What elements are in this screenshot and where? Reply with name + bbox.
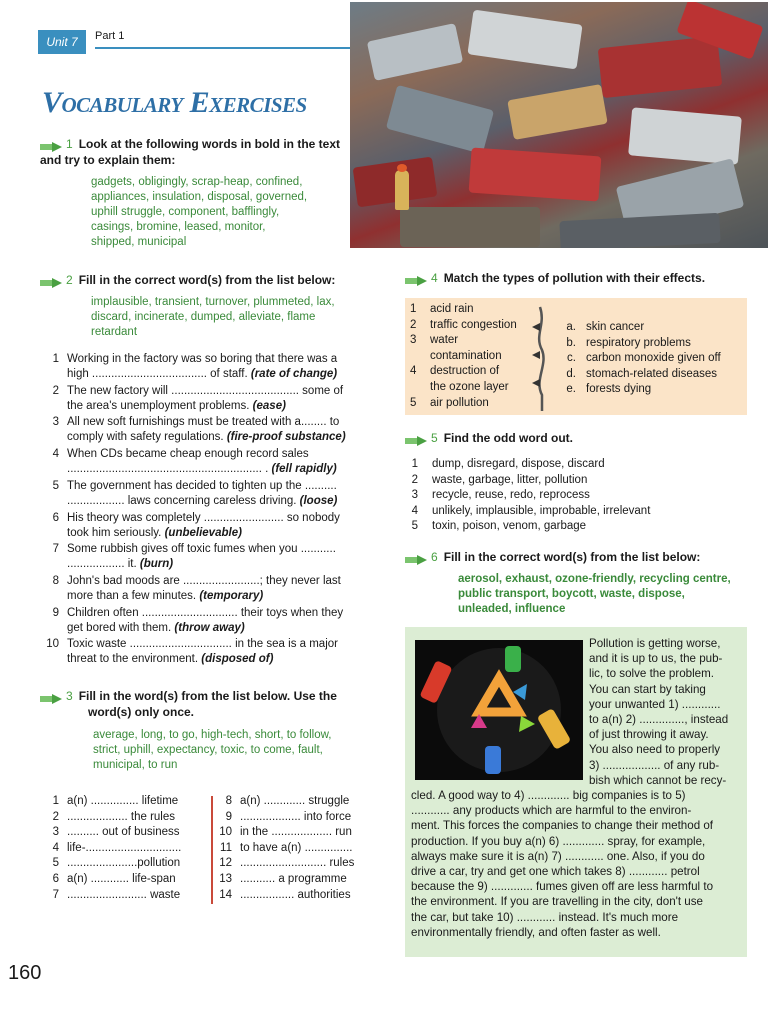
ex3-item bbox=[45, 794, 215, 809]
item-text-line: When CDs became cheap enough record sales bbox=[67, 448, 309, 461]
item-hint: (temporary) bbox=[199, 589, 264, 602]
item-text-line: Toxic waste ................................ in the sea is a major bbox=[67, 638, 338, 651]
item-text-line bbox=[67, 462, 390, 477]
item-text: acid rain bbox=[430, 303, 474, 315]
item-number: 8 bbox=[52, 574, 59, 587]
ex2-item bbox=[45, 352, 390, 382]
pencil-icon bbox=[405, 434, 427, 444]
ex6-paragraph-bottom bbox=[411, 788, 746, 940]
item-number: 3 bbox=[52, 826, 59, 839]
item-text: traffic congestion bbox=[430, 318, 517, 331]
worker-figure bbox=[395, 170, 409, 210]
item-text: a(n) ............... lifetime bbox=[67, 795, 179, 807]
ex5-item bbox=[408, 504, 748, 519]
ex3-left-column bbox=[45, 794, 215, 909]
item-hint: (burn) bbox=[139, 558, 174, 571]
ex2-instruction: 2 Fill in the correct word(s) from the list below: bbox=[40, 272, 380, 288]
item-number: 6 bbox=[52, 873, 59, 885]
item-text: respiratory problems bbox=[586, 336, 691, 349]
item-number: 12 bbox=[219, 857, 232, 870]
pencil-icon bbox=[40, 692, 62, 702]
item-text-line: Children often .............................. their toys when they bbox=[67, 606, 344, 619]
item-number: 4 bbox=[52, 841, 59, 854]
item-text: contamination bbox=[430, 349, 502, 362]
ex2-word-list: implausible, transient, turnover, plummeted, lax, discard, incinerate, dumped, alleviate, flame retardant bbox=[91, 296, 335, 338]
ex6-instruction: 6 Fill in the correct word(s) from the list below: bbox=[405, 549, 750, 565]
item-number: 10 bbox=[46, 638, 59, 651]
item-text: destruction of bbox=[430, 365, 500, 378]
item-number: 8 bbox=[225, 795, 232, 807]
ex4-right-item bbox=[566, 320, 746, 335]
item-number: 4 bbox=[52, 448, 59, 461]
matching-arrows bbox=[528, 305, 550, 413]
paragraph-line: ............ any products which are harmful to the environ- bbox=[411, 804, 692, 818]
item-number: 2 bbox=[410, 318, 417, 331]
ex6-word-list: aerosol, exhaust, ozone-friendly, recycling centre, public transport, boycott, waste, dispose, unleaded, influence bbox=[458, 573, 731, 615]
ex2-item bbox=[45, 511, 390, 541]
paragraph-line: and it is up to us, the pub- bbox=[589, 652, 723, 666]
ex3-item bbox=[218, 872, 388, 887]
item-text: more than a few minutes. bbox=[67, 589, 197, 602]
item-text: in the ................... run bbox=[240, 826, 352, 839]
item-text: took him seriously. bbox=[67, 526, 162, 539]
ex4-instruction: 4 Match the types of pollution with their effects. bbox=[405, 270, 750, 286]
ex4-left-item bbox=[410, 318, 540, 333]
item-text-line: Some rubbish gives off toxic fumes when you ........... bbox=[67, 543, 336, 556]
paragraph-line: cled. A good way to 4) ............. big companies is to 5) bbox=[411, 789, 686, 802]
item-text-line: Working in the factory was so boring that there was a bbox=[67, 353, 338, 365]
paragraph-line: ment. This forces the companies to change their method of bbox=[411, 819, 714, 833]
ex3-right-column bbox=[218, 794, 388, 909]
item-number: 4 bbox=[410, 365, 417, 378]
ex3-item bbox=[218, 794, 388, 809]
ex3-word-list: average, long, to go, high-tech, short, to follow, strict, uphill, expectancy, toxic, to come, fault, municipal, to run bbox=[93, 729, 332, 771]
item-number: 9 bbox=[225, 810, 232, 823]
item-text: water bbox=[430, 334, 459, 347]
page-title: Vocabulary Exercises bbox=[42, 86, 307, 119]
item-hint: (ease) bbox=[252, 399, 286, 412]
item-text: .................. laws concerning careless driving. bbox=[67, 494, 297, 507]
item-number: 1 bbox=[52, 795, 59, 807]
item-number: 9 bbox=[52, 606, 59, 619]
ex2-item bbox=[45, 637, 390, 667]
unit-tab: Unit 7 bbox=[38, 30, 86, 54]
ex3-item bbox=[218, 810, 388, 825]
item-text: to have a(n) ............... bbox=[240, 841, 353, 854]
page-number: 160 bbox=[8, 962, 42, 984]
ex4-left-column bbox=[410, 302, 540, 412]
ex2-item bbox=[45, 606, 390, 636]
recycle-icon bbox=[415, 640, 583, 780]
item-text: ............................................................. . bbox=[67, 463, 269, 476]
ex4-right-item bbox=[566, 351, 746, 366]
item-text: threat to the environment. bbox=[67, 653, 199, 666]
item-number: 7 bbox=[52, 543, 59, 556]
item-text-line: All new soft furnishings must be treated with a........ to bbox=[67, 416, 340, 429]
item-text: forests dying bbox=[586, 383, 652, 396]
item-number: 3 bbox=[411, 489, 418, 501]
paragraph-line: bish which cannot be recy- bbox=[589, 773, 727, 787]
ex4-right-item bbox=[566, 336, 746, 351]
item-text: the area's unemployment problems. bbox=[67, 399, 250, 412]
item-hint: (rate of change) bbox=[250, 368, 338, 380]
item-text: air pollution bbox=[430, 396, 489, 409]
item-text: ................. authorities bbox=[240, 888, 351, 901]
item-letter: d. bbox=[566, 367, 576, 380]
ex2-item bbox=[45, 542, 390, 572]
item-hint: (fell rapidly) bbox=[271, 463, 337, 476]
item-text-line: The new factory will ........................................ some of bbox=[67, 384, 344, 397]
ex4-left-item bbox=[410, 333, 540, 348]
item-text-line: John's bad moods are ........................; they never last bbox=[67, 574, 341, 587]
ex4-right-item bbox=[566, 367, 746, 382]
ex5-item bbox=[408, 457, 748, 472]
item-text: ................... into force bbox=[240, 810, 352, 823]
item-hint: (loose) bbox=[299, 494, 338, 507]
item-text: recycle, reuse, redo, reprocess bbox=[432, 489, 590, 501]
ex3-item bbox=[45, 888, 215, 903]
ex4-left-item bbox=[410, 380, 540, 395]
ex4-left-item bbox=[410, 302, 540, 317]
header-rule bbox=[95, 47, 350, 49]
item-letter: e. bbox=[566, 383, 576, 396]
item-text: carbon monoxide given off bbox=[586, 352, 721, 365]
paragraph-line: Pollution is getting worse, bbox=[589, 637, 721, 650]
ex5-instruction: 5 Find the odd word out. bbox=[405, 430, 750, 446]
pencil-icon bbox=[40, 140, 62, 150]
item-text: a(n) ............. struggle bbox=[240, 795, 350, 807]
item-number: 10 bbox=[219, 826, 232, 839]
ex2-item bbox=[45, 447, 390, 477]
ex4-right-column bbox=[566, 320, 746, 400]
item-text: skin cancer bbox=[586, 321, 645, 333]
item-text: a(n) ............ life-span bbox=[67, 873, 176, 885]
paragraph-line: drive a car, try and get one which takes 8) ............ petrol bbox=[411, 865, 700, 879]
item-number: 1 bbox=[52, 353, 59, 365]
ex5-item bbox=[408, 519, 748, 534]
column-divider bbox=[211, 796, 213, 904]
ex5-item bbox=[408, 488, 748, 503]
pencil-icon bbox=[405, 553, 427, 563]
paragraph-line: lic, to solve the problem. bbox=[589, 667, 715, 681]
ex1-instruction: 1 Look at the following words in bold in the text and try to explain them: bbox=[40, 137, 341, 167]
part-label: Part 1 bbox=[95, 30, 125, 42]
item-number: 5 bbox=[410, 396, 417, 409]
ex4-left-item bbox=[410, 349, 540, 364]
pencil-icon bbox=[40, 276, 62, 286]
item-letter: a. bbox=[566, 321, 576, 333]
ex1-word-list: gadgets, obligingly, scrap-heap, confined, appliances, insulation, disposal, governed, uphill struggle, component, bafflingly, casings, bromine, leased, monitor, shipped, municipal bbox=[91, 176, 308, 248]
paragraph-line: environmentally friendly, and often faster as well. bbox=[411, 925, 661, 939]
recycling-symbol-image bbox=[415, 640, 583, 780]
item-number: 5 bbox=[52, 479, 59, 492]
ex3-item bbox=[218, 841, 388, 856]
item-number: 1 bbox=[411, 458, 418, 470]
item-text-line bbox=[67, 367, 390, 382]
item-text: unlikely, implausible, improbable, irrelevant bbox=[432, 504, 651, 517]
item-number: 14 bbox=[219, 888, 232, 901]
item-number: 13 bbox=[219, 873, 232, 885]
item-text: .......... out of business bbox=[67, 826, 180, 839]
paragraph-line: You also need to properly bbox=[589, 743, 721, 757]
ex2-item bbox=[45, 479, 390, 509]
item-text: ......................pollution bbox=[67, 857, 181, 870]
item-hint: (throw away) bbox=[174, 621, 245, 634]
ex2-items bbox=[45, 352, 390, 672]
ex3-item bbox=[45, 810, 215, 825]
item-text: high .................................... of staff. bbox=[67, 368, 248, 380]
item-text-line bbox=[67, 430, 390, 445]
paragraph-line: 3) .................. of any rub- bbox=[589, 758, 720, 772]
ex2-item bbox=[45, 574, 390, 604]
item-text: ......................... waste bbox=[67, 888, 181, 901]
item-text: waste, garbage, litter, pollution bbox=[432, 473, 588, 486]
item-text: comply with safety regulations. bbox=[67, 431, 224, 444]
paragraph-line: always make sure it is a(n) 7) ............ one. Also, if you do bbox=[411, 849, 705, 863]
ex2-item bbox=[45, 415, 390, 445]
paragraph-line: production. If you buy a(n) 6) ............. spray, for example, bbox=[411, 834, 706, 848]
ex3-item bbox=[45, 825, 215, 840]
ex5-item bbox=[408, 473, 748, 488]
item-text: life-.............................. bbox=[67, 841, 182, 854]
item-text-line bbox=[67, 652, 390, 667]
item-text-line bbox=[67, 526, 390, 541]
item-text-line bbox=[67, 494, 390, 509]
item-text: ........................... rules bbox=[240, 857, 355, 870]
ex5-items bbox=[408, 457, 748, 537]
item-number: 3 bbox=[410, 334, 417, 347]
item-hint: (disposed of) bbox=[201, 653, 274, 666]
item-number: 7 bbox=[52, 888, 59, 901]
item-letter: b. bbox=[566, 336, 576, 349]
item-text: stomach-related diseases bbox=[586, 367, 718, 380]
item-number: 2 bbox=[52, 810, 59, 823]
item-hint: (fire-proof substance) bbox=[226, 431, 346, 444]
item-number: 2 bbox=[411, 473, 418, 486]
ex4-right-item bbox=[566, 382, 746, 397]
item-number: 3 bbox=[52, 416, 59, 429]
item-number: 11 bbox=[220, 841, 232, 854]
item-number: 5 bbox=[52, 857, 59, 870]
ex3-item bbox=[218, 888, 388, 903]
ex2-item bbox=[45, 384, 390, 414]
ex3-instruction: 3 Fill in the word(s) from the list below. Use the word(s) only once. bbox=[40, 688, 380, 720]
paragraph-line: the environment. If you are travelling in the city, don't use bbox=[411, 895, 704, 909]
item-text: toxin, poison, venom, garbage bbox=[432, 520, 587, 532]
item-number: 2 bbox=[52, 384, 59, 397]
ex4-left-item bbox=[410, 364, 540, 379]
ex6-paragraph-top bbox=[589, 636, 744, 788]
ex3-item bbox=[218, 825, 388, 840]
item-text-line: His theory was completely ......................... so nobody bbox=[67, 511, 340, 524]
ex3-item bbox=[45, 872, 215, 887]
paragraph-line: because the 9) ............. fumes given off are less harmful to bbox=[411, 880, 714, 894]
item-number: 1 bbox=[410, 303, 417, 315]
ex3-item bbox=[45, 841, 215, 856]
item-letter: c. bbox=[567, 352, 576, 365]
paragraph-line: your unwanted 1) ............ bbox=[589, 697, 721, 711]
pencil-icon bbox=[405, 274, 427, 284]
item-text-line bbox=[67, 589, 390, 604]
item-number: 4 bbox=[411, 504, 418, 517]
paragraph-line: You can start by taking bbox=[589, 682, 706, 696]
item-text: get bored with them. bbox=[67, 621, 172, 634]
item-text-line bbox=[67, 621, 390, 636]
item-text: ................... the rules bbox=[67, 810, 176, 823]
item-text: dump, disregard, dispose, discard bbox=[432, 458, 605, 470]
scrapyard-photo bbox=[350, 2, 768, 248]
item-text-line: The government has decided to tighten up the .......... bbox=[67, 479, 337, 492]
item-text: the ozone layer bbox=[430, 381, 509, 393]
paragraph-line: of just throwing it away. bbox=[589, 728, 709, 742]
item-number: 5 bbox=[411, 520, 418, 532]
item-number: 6 bbox=[52, 511, 59, 524]
ex3-item bbox=[218, 856, 388, 871]
item-text: .................. it. bbox=[67, 558, 137, 571]
paragraph-line: to a(n) 2) .............., instead bbox=[589, 713, 729, 727]
paragraph-line: the car, but take 10) ............ instead. It's much more bbox=[411, 910, 679, 924]
ex4-left-item bbox=[410, 396, 540, 411]
ex3-item bbox=[45, 856, 215, 871]
item-text-line bbox=[67, 557, 390, 572]
item-hint: (unbelievable) bbox=[164, 526, 242, 539]
item-text-line bbox=[67, 399, 390, 414]
item-text: ........... a programme bbox=[240, 873, 347, 885]
